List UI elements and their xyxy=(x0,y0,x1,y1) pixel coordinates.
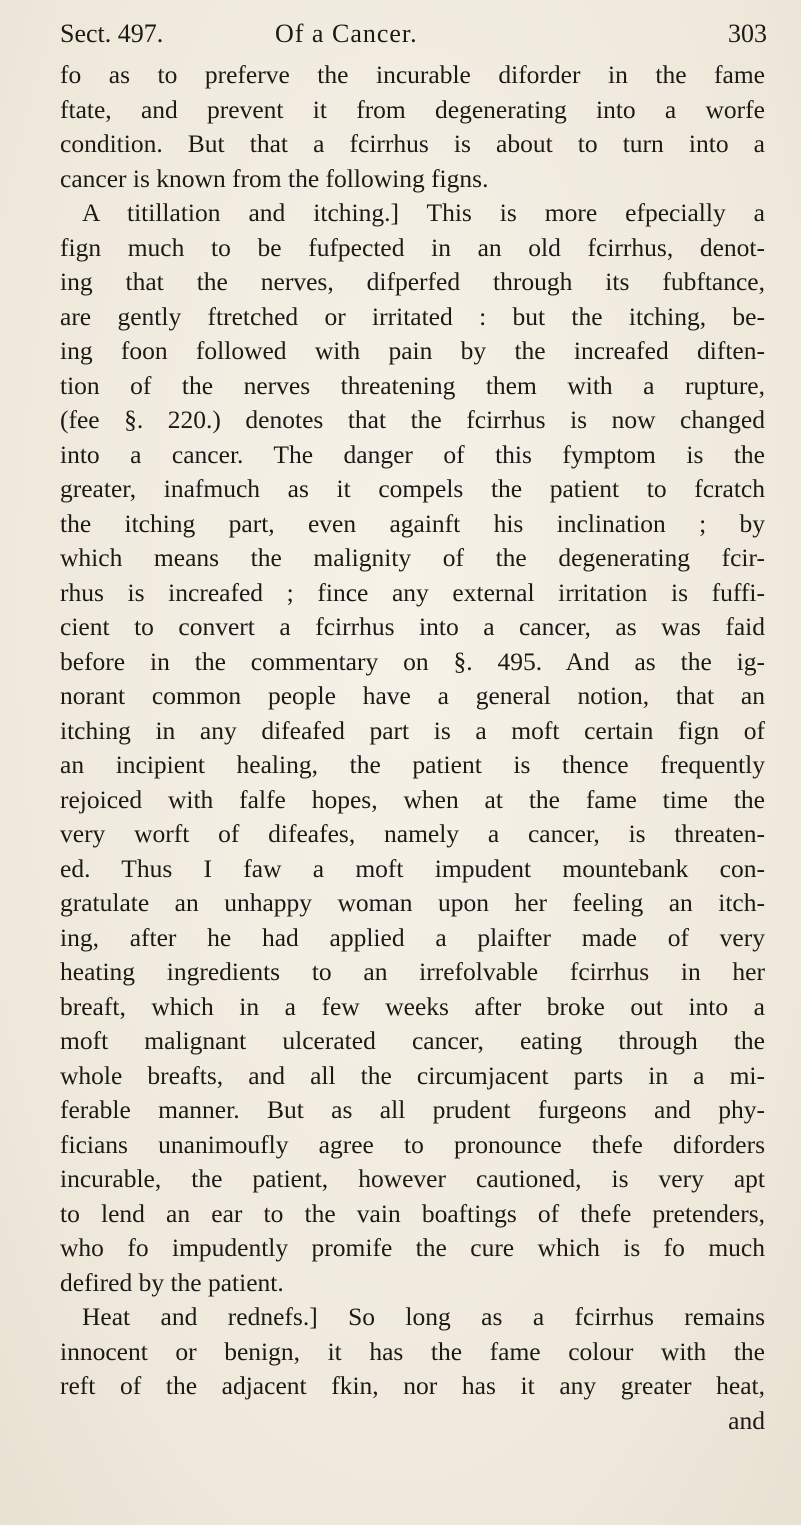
text-line: reft of the adjacent fkin, nor has it any greater heat, xyxy=(60,1371,765,1400)
text-line: ficians unanimoufly agree to pronounce thefe diforders xyxy=(60,1129,765,1159)
text-line: heating ingredients to an irrefolvable fcirrhus in her xyxy=(60,957,765,986)
chapter-title: Of a Cancer. xyxy=(275,19,418,48)
text-line: into a cancer. The danger of this fymptom is the xyxy=(60,439,765,469)
text-line: moft malignant ulcerated cancer, eating through the xyxy=(60,1026,765,1055)
page-number: 303 xyxy=(728,19,767,48)
text-line: ing that the nerves, difperfed through its fubftance, xyxy=(60,267,765,296)
text-line: fign much to be fufpected in an old fcirrhus, denot- xyxy=(60,232,765,262)
text-line: condition. But that a fcirrhus is about to turn into a xyxy=(60,129,765,158)
text-line: itching in any difeafed part is a moft certain fign of xyxy=(60,715,765,745)
text-line: tion of the nerves threatening them with a rupture, xyxy=(60,370,765,400)
text-line: ferable manner. But as all prudent furgeons and phy- xyxy=(60,1095,765,1124)
text-line: rhus is increafed ; fince any external irritation is fuffi- xyxy=(60,577,765,607)
text-line: whole breafts, and all the circumjacent parts in a mi- xyxy=(60,1060,765,1090)
text-line: A titillation and itching.] This is more efpecially a xyxy=(82,198,765,227)
body-text xyxy=(60,58,765,1438)
text-line: Heat and rednefs.] So long as a fcirrhus remains xyxy=(82,1302,765,1331)
text-line: incurable, the patient, however cautioned, is very apt xyxy=(60,1164,765,1193)
text-line: to lend an ear to the vain boaftings of thefe pretenders, xyxy=(60,1198,765,1228)
text-line: before in the commentary on §. 495. And as the ig- xyxy=(60,646,765,676)
running-head xyxy=(60,14,767,54)
text-line: an incipient healing, the patient is thence frequently xyxy=(60,750,765,779)
text-line: breaft, which in a few weeks after broke out into a xyxy=(60,991,765,1021)
text-line: innocent or benign, it has the fame colour with the xyxy=(60,1336,765,1366)
text-line: fo as to preferve the incurable diforder in the fame xyxy=(60,60,765,89)
text-line: greater, inafmuch as it compels the patient to fcratch xyxy=(60,474,765,503)
text-line: who fo impudently promife the cure which is fo much xyxy=(60,1233,765,1262)
section-number: Sect. 497. xyxy=(60,19,164,48)
text-line: and xyxy=(728,1405,765,1435)
text-line: ed. Thus I faw a moft impudent mountebank con- xyxy=(60,853,765,883)
text-line: ftate, and prevent it from degenerating into a worfe xyxy=(60,94,765,124)
text-line: ing, after he had applied a plaifter made of very xyxy=(60,922,765,952)
text-line: ing foon followed with pain by the increafed diften- xyxy=(60,336,765,365)
text-line: gratulate an unhappy woman upon her feeling an itch- xyxy=(60,888,765,917)
text-line: the itching part, even againft his inclination ; by xyxy=(60,508,765,538)
text-line: very worft of difeafes, namely a cancer, is threaten- xyxy=(60,819,765,848)
text-line: (fee §. 220.) denotes that the fcirrhus is now changed xyxy=(60,405,765,434)
text-line: norant common people have a general notion, that an xyxy=(60,681,765,710)
text-line: rejoiced with falfe hopes, when at the fame time the xyxy=(60,784,765,814)
text-line: which means the malignity of the degenerating fcir- xyxy=(60,543,765,572)
text-line: defired by the patient. xyxy=(60,1267,284,1297)
text-line: cient to convert a fcirrhus into a cancer, as was faid xyxy=(60,612,765,641)
text-line: cancer is known from the following figns. xyxy=(60,163,489,193)
text-line: are gently ftretched or irritated : but the itching, be- xyxy=(60,301,765,331)
